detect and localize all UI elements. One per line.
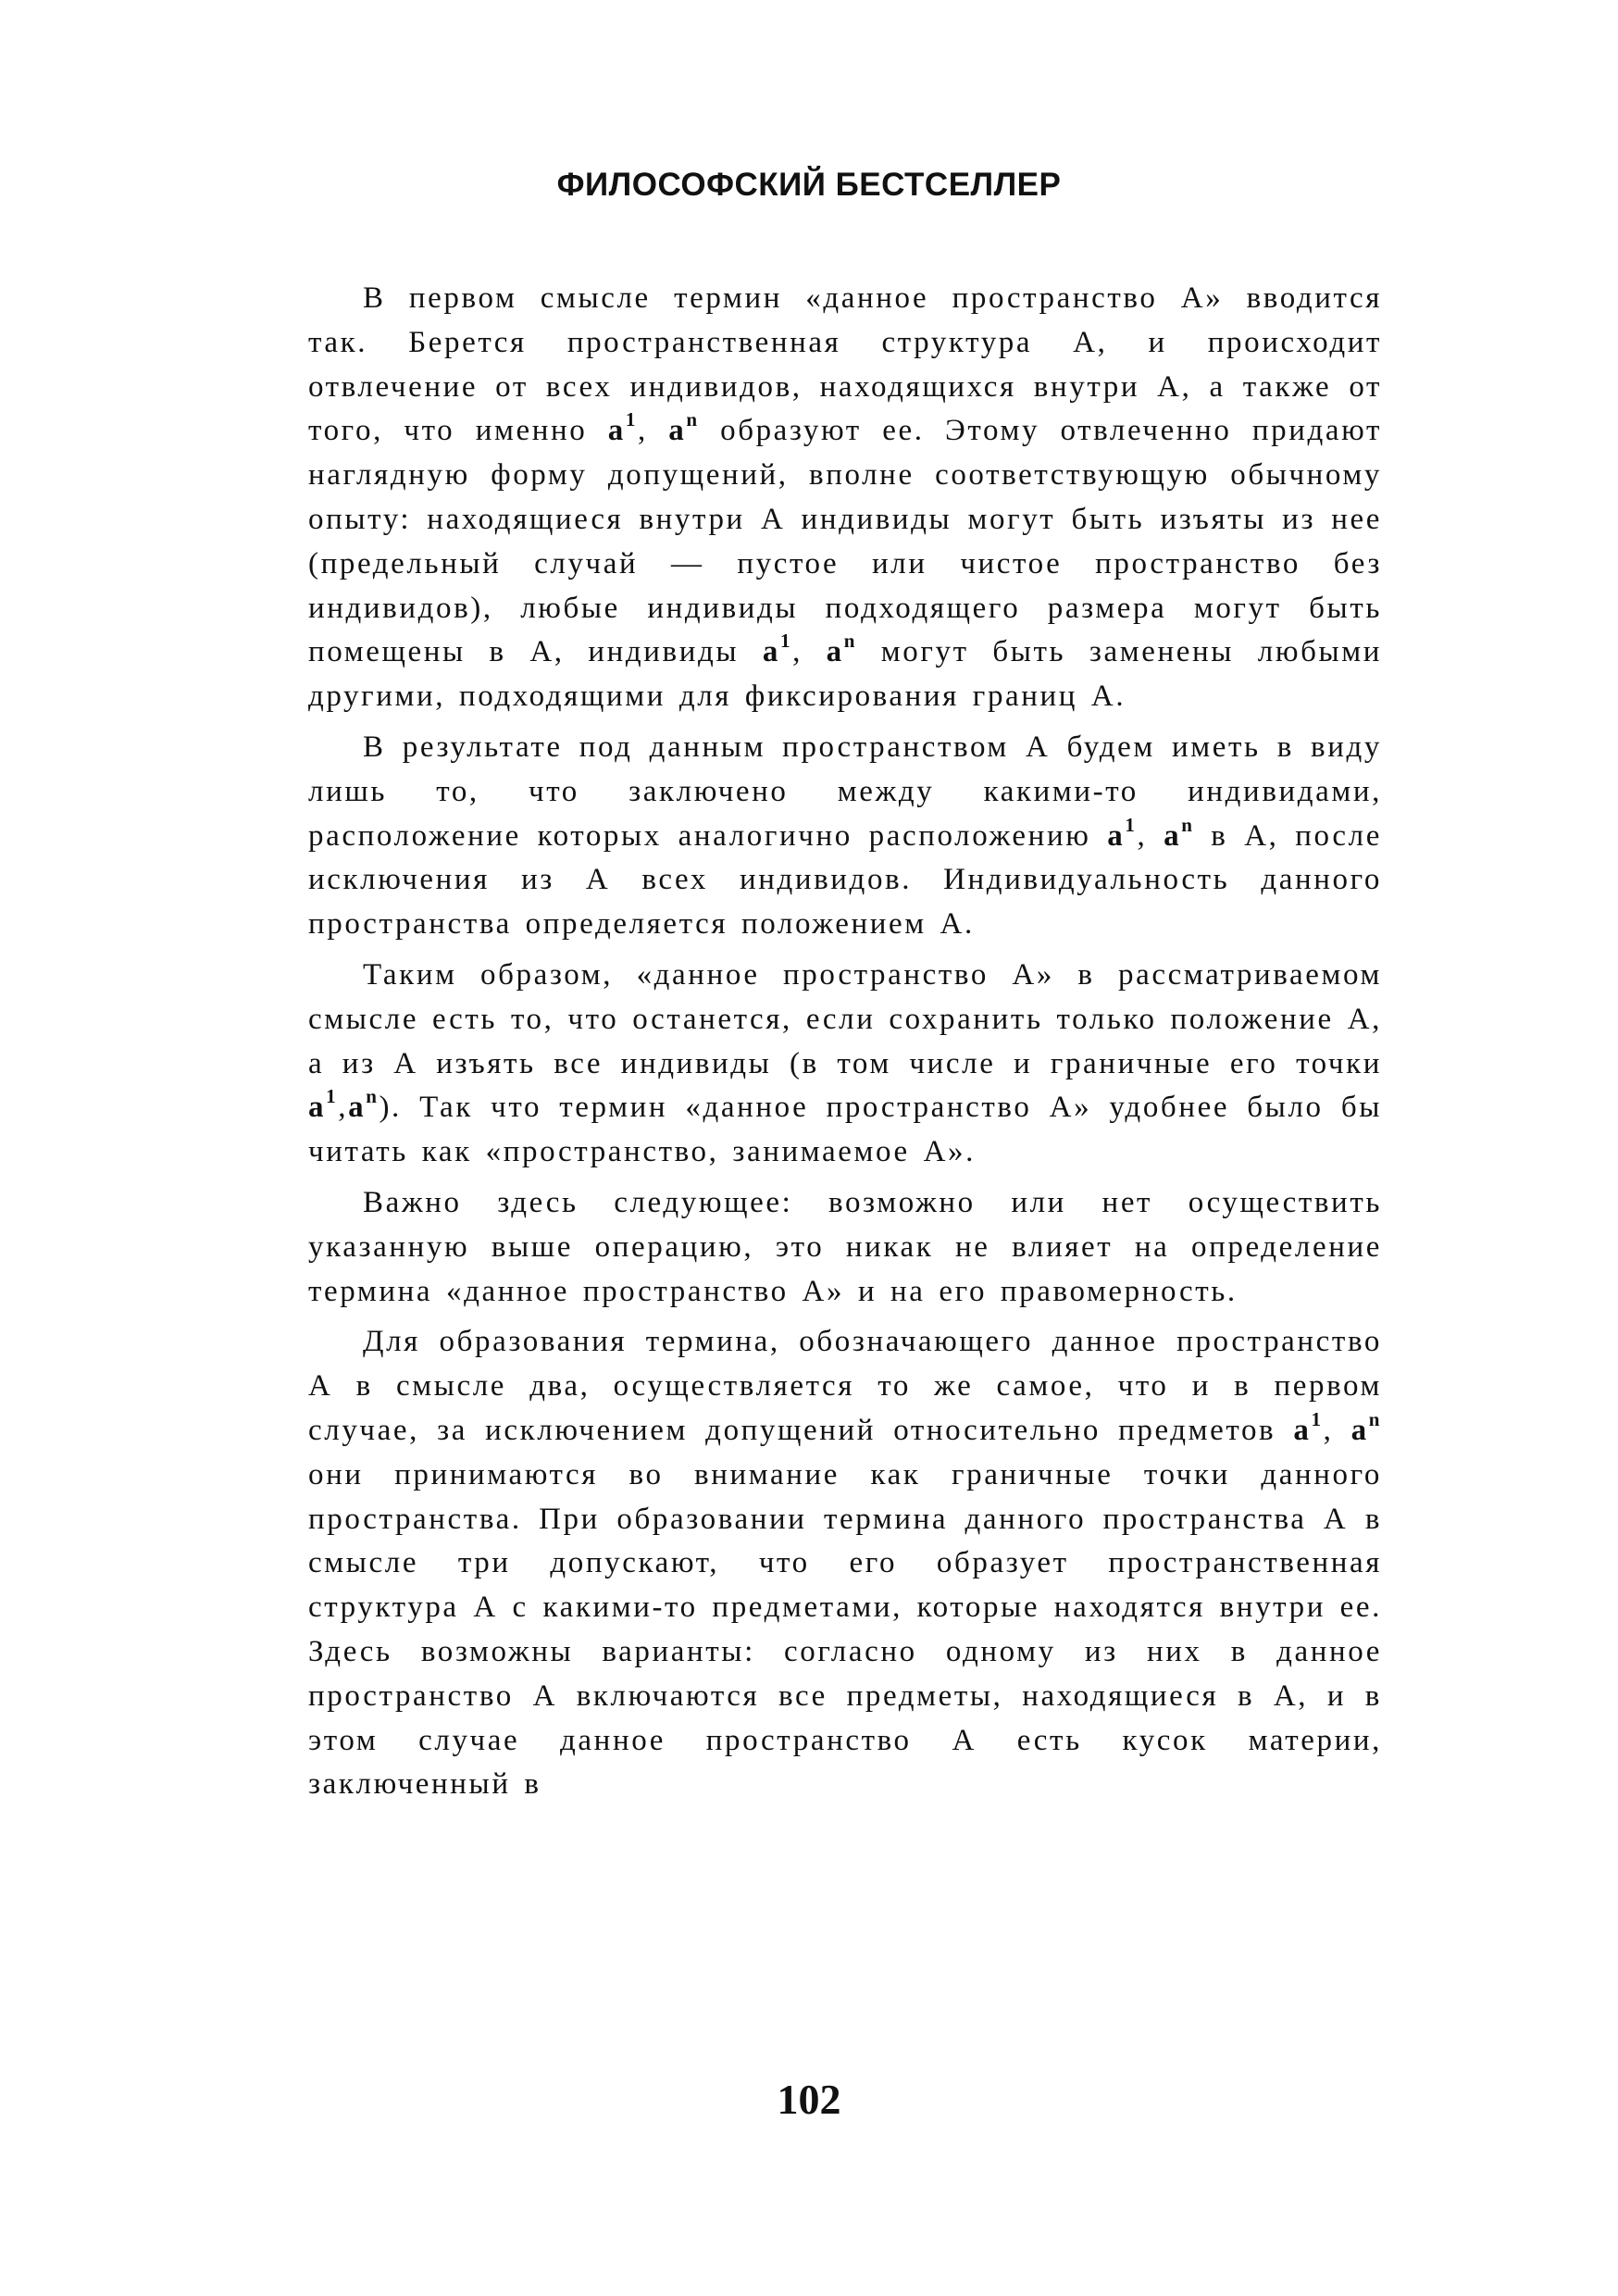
page-number: 102 — [777, 2076, 841, 2123]
variable-an: $a^n$ — [348, 1085, 380, 1125]
running-title: ФИЛОСОФСКИЙ БЕСТСЕЛЛЕР — [556, 167, 1062, 203]
variable-a1: $a^1$ — [308, 1085, 339, 1125]
variable-a1: $a^1$ — [1293, 1407, 1324, 1447]
variable-a1: $a^1$ — [762, 630, 793, 669]
variable-a1: $a^1$ — [607, 408, 638, 448]
variable-a1: $a^1$ — [1107, 813, 1138, 853]
variable-an: $a^n$ — [826, 630, 858, 669]
paragraph-1: В первом смысле термин «данное пространство А» вводится так. Берется пространственная структура А, и происходит отвлечение от всех индивидов, находящихся внутри А, а также от того, что именно $a^1$, $a^n$ образуют ее. Этому отвлеченно придают наглядную форму допущений, вполне соответствующую обычному опыту: находящиеся внутри А индивиды могут быть изъяты из нее (предельный случай — пустое или чистое пространство без индивидов), любые индивиды подходящего размера могут быть помещены в А, индивиды $a^1$, $a^n$ могут быть заменены любыми другими, подходящими для фиксирования границ А. — [308, 281, 1382, 714]
paragraph-5: Для образования термина, обозначающего данное пространство А в смысле два, осуществляется то же самое, что и в первом случае, за исключением допущений относительно предметов $a^1$, $a^n$ они принимаются во внимание как граничные точки данного пространства. При образовании термина данного пространства А в смысле три допускают, что его образует пространственная структура А с какими-то предметами, которые находятся внутри ее. Здесь возможны варианты: согласно одному из них в данное пространство А включаются все предметы, находящиеся в А, и в этом случае данное пространство А есть кусок материи, заключенный в — [308, 1325, 1382, 1802]
paragraph-2: В результате под данным пространством А будем иметь в виду лишь то, что заключено между какими-то индивидами, расположение которых аналогично расположению $a^1$, $a^n$ в А, после исключения из А всех индивидов. Индивидуальность данного пространства определяется положением А. — [308, 730, 1382, 942]
variable-an: $a^n$ — [1350, 1407, 1382, 1447]
paragraph-4: Важно здесь следующее: возможно или нет осуществить указанную выше операцию, это никак не влияет на определение термина «данное пространство А» и на его правомерность. — [308, 1185, 1382, 1308]
paragraph-3: Таким образом, «данное пространство А» в рассматриваемом смысле есть то, что останется, если сохранить только положение А, а из А изъять все индивиды (в том числе и граничные его точки $a^1,a^n$). Так что термин «данное пространство А» удобнее было бы читать как «пространство, занимаемое А». — [308, 957, 1382, 1169]
variable-an: $a^n$ — [1164, 813, 1195, 853]
variable-an: $a^n$ — [668, 408, 700, 448]
body-text — [308, 277, 1382, 1807]
